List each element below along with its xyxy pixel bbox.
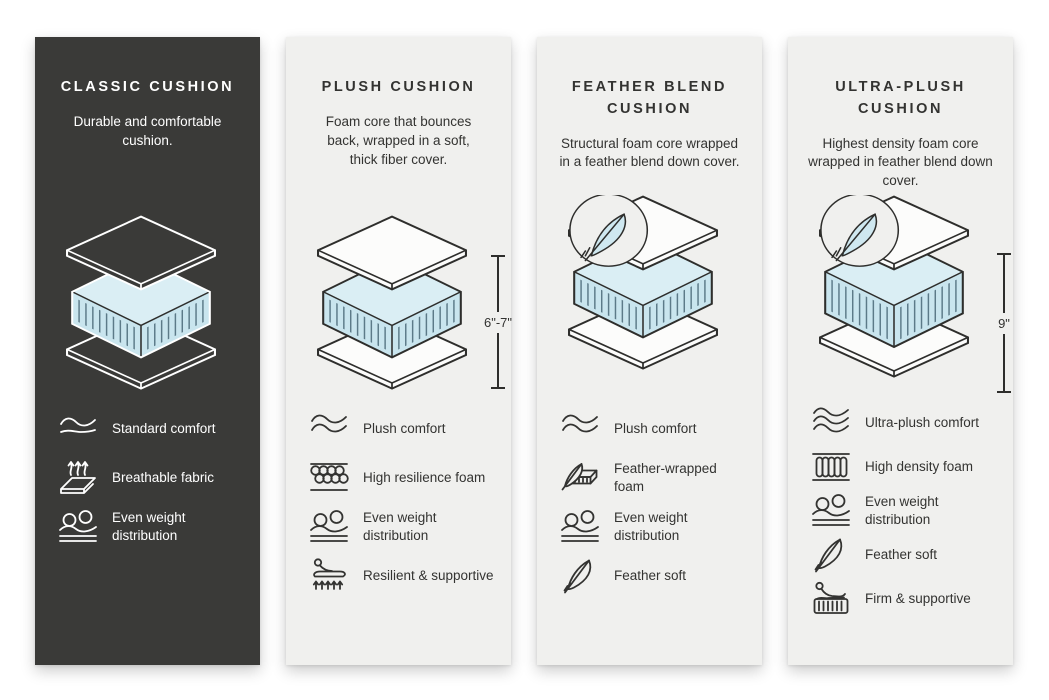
column-description: Durable and comfortable cushion. [73,113,222,148]
feature-item [57,458,252,498]
feature-item [57,409,252,449]
double-wave-icon [308,409,350,449]
honeycomb-foam-icon [308,458,350,498]
feature-label: Feather soft [865,547,938,563]
dimension-label: 6"-7" [483,314,513,330]
feature-item [559,507,754,547]
column-title: FEATHER BLEND CUSHION [571,79,728,117]
feature-item [810,579,1005,619]
person-mattress-icon [810,579,852,619]
feather-badge [821,195,898,266]
weight-distribution-icon [308,507,350,547]
top-cover-layer [67,217,215,290]
feature-list [308,409,503,605]
feature-label: Feather-wrapped foam [614,461,717,494]
feature-label: High density foam [865,459,974,475]
feature-item [308,409,503,449]
feature-item [810,403,1005,443]
weight-distribution-icon [810,491,852,531]
column-plush-cushion [286,37,511,665]
feather-icon [559,556,601,596]
dimension-marker [478,255,518,389]
feather-foam-icon [559,458,601,498]
feature-label: Resilient & supportive [363,568,494,584]
column-description: Highest density foam core wrapped in feather blend down cover. [808,135,993,189]
cushion-diagram [808,195,1010,395]
cushion-exploded-view [557,195,729,375]
person-support-icon [308,556,350,596]
feature-label: Even weight distribution [865,494,939,527]
feature-item [559,458,754,498]
feature-item [810,535,1005,575]
cushion-exploded-view [808,195,980,383]
feature-item [308,458,503,498]
cushion-exploded-view [306,215,478,395]
cushion-diagram [306,215,513,415]
column-ultra-plush-cushion [788,37,1013,665]
feature-list [559,409,754,605]
feature-item [559,556,754,596]
column-classic-cushion [35,37,260,665]
weight-distribution-icon [57,507,99,547]
feature-label: Even weight distribution [112,510,186,543]
column-description: Foam core that bounces back, wrapped in a soft, thick fiber cover. [325,113,472,167]
wave-icon [57,409,99,449]
feature-label: High resilience foam [363,470,486,486]
column-title: PLUSH CUSHION [321,79,476,95]
dimension-cap [491,387,505,389]
feature-item [57,507,252,547]
triple-wave-icon [810,403,852,443]
feature-list [810,403,1005,623]
high-density-foam-icon [810,447,852,487]
dimension-label: 9" [998,315,1010,331]
dimension-marker [984,253,1024,393]
column-title: ULTRA-PLUSH CUSHION [835,79,966,117]
feature-item [308,556,503,596]
feature-label: Even weight distribution [363,510,437,543]
top-cover-layer [318,217,466,290]
cushion-exploded-view [55,215,227,395]
feature-item [308,507,503,547]
column-title: CLASSIC CUSHION [60,79,235,95]
feature-label: Plush comfort [363,421,446,437]
feature-label: Standard comfort [112,421,216,437]
breathable-icon [57,458,99,498]
feature-label: Plush comfort [614,421,697,437]
weight-distribution-icon [559,507,601,547]
double-wave-icon [559,409,601,449]
feature-label: Feather soft [614,568,687,584]
column-description: Structural foam core wrapped in a feather blend down cover. [559,135,740,170]
cushion-diagram [557,195,743,395]
feature-item [810,491,1005,531]
feature-label: Even weight distribution [614,510,688,543]
feature-label: Firm & supportive [865,591,971,607]
feature-label: Breathable fabric [112,470,215,486]
cushion-diagram [55,215,241,415]
column-feather-blend-cushion [537,37,762,665]
feature-item [810,447,1005,487]
dimension-cap [997,391,1011,393]
feature-list [57,409,252,556]
feature-item [559,409,754,449]
feature-label: Ultra-plush comfort [865,415,980,431]
feather-badge [570,195,647,266]
cushion-comparison-infographic [35,37,1013,665]
feather-icon [810,535,852,575]
